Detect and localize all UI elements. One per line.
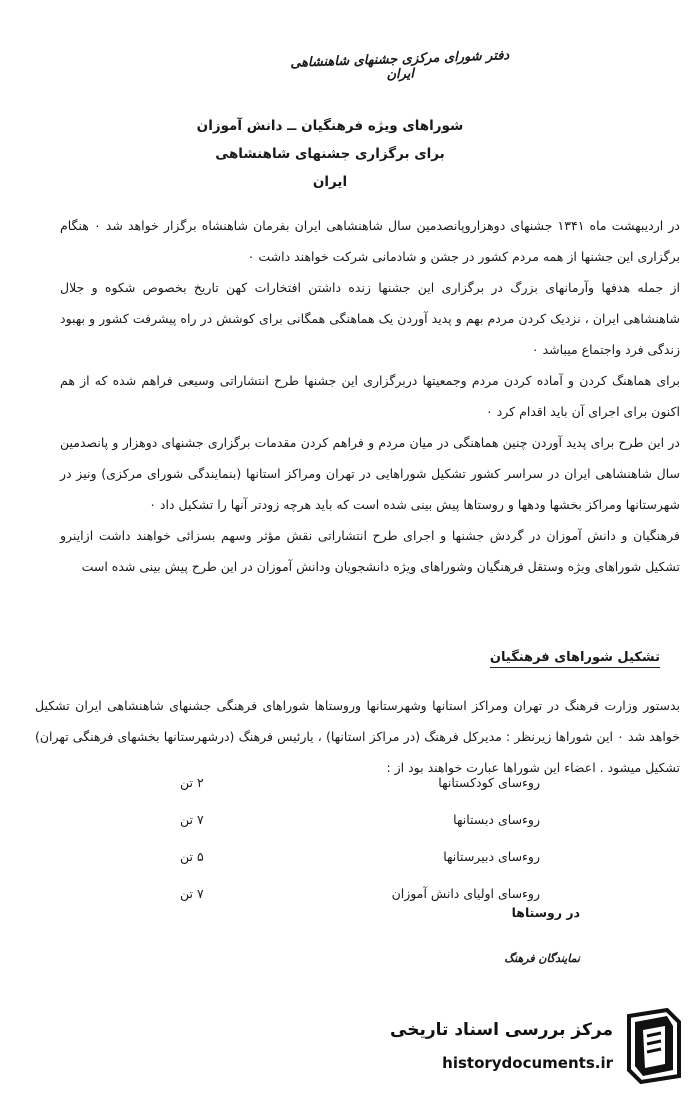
- title-line-3: ایران: [312, 174, 348, 190]
- member-count: ۷ تن: [180, 886, 204, 901]
- section-heading: تشکیل شوراهای فرهنگیان: [490, 650, 660, 668]
- paragraph: در اردیبهشت ماه ۱۳۴۱ جشنهای دوهزاروپانصدمین سال شاهنشاهی ایران بفرمان شاهنشاه برگزار خواهد شد ۰ هنگام برگزاری این جشنها از همه مردم کشور در جشن و شادمانی شرکت خواهند داشت ۰: [60, 218, 680, 264]
- watermark-footer: [390, 1006, 695, 1091]
- paragraph: برای هماهنگ کردن و آماده کردن مردم وجمعیتها دربرگزاری این جشنها طرح انتشاراتی وسیعی فراهم شده که از هم اکنون برای اجرای آن باید اقدام کرد ۰: [60, 373, 680, 419]
- member-count: ۵ تن: [180, 849, 204, 864]
- member-count: ۲ تن: [180, 775, 204, 790]
- letterhead: دفتر شورای مرکزی جشنهای شاهنشاهی ایران: [289, 48, 510, 83]
- title-line-1: شوراهای ویژه فرهنگیان ــ دانش آموزان: [196, 118, 464, 134]
- footer-url: historydocuments.ir: [442, 1054, 613, 1072]
- archive-book-icon: [621, 1006, 687, 1086]
- paragraph: در این طرح برای پدید آوردن چنین هماهنگی در میان مردم و فراهم کردن مقدمات برگزاری جشنهای دوهزار و پانصدمین سال شاهنشاهی ایران در سراسر کشور تشکیل شوراهایی در تهران ومراکز استانها (بنمایندگی شورای مرکزی) ونیز در شهرستانها ومراکز بخشها ودهها و روستاها پیش بینی شده است که باید هرچه زودتر آنها را تشکیل داد ۰: [60, 435, 680, 512]
- title-line-2: برای برگزاری جشنهای شاهنشاهی: [215, 146, 445, 162]
- list-item: [180, 775, 540, 812]
- footer-title: مرکز بررسی اسناد تاریخی: [390, 1020, 613, 1040]
- document-title: [150, 112, 510, 196]
- member-role: روءسای کودکستانها: [438, 775, 540, 790]
- paragraph: از جمله هدفها وآرمانهای بزرگ در برگزاری این جشنها زنده داشتن افتخارات کهن تاریخ بخصوص شکوه و جلال شاهنشاهی ایران ، نزدیک کردن مردم بهم و پدید آوردن یک هماهنگی همگانی برای کوشش در راه پیشرفت کشور و بهبود زندگی فرد واجتماع میباشد ۰: [60, 280, 680, 357]
- member-list: [180, 775, 540, 923]
- section-paragraph: بدستور وزارت فرهنگ در تهران ومراکز استانها وشهرستانها وروستاها شوراهای فرهنگی جشنهای شاهنشاهی ایران تشکیل خواهد شد ۰ این شوراها زیرنظر : مدیرکل فرهنگ (در مراکز استانها) ، یارئیس فرهنگ (درشهرستانها بخشهای فرهنگی تهران) تشکیل میشود . اعضاء این شوراها عبارت خواهند بود از :: [35, 698, 681, 775]
- list-item: [180, 812, 540, 849]
- member-role: روءسای دبیرستانها: [443, 849, 540, 864]
- member-role: روءسای دبستانها: [453, 812, 540, 827]
- member-role: روءسای اولیای دانش آموزان: [391, 886, 540, 901]
- list-item: [180, 886, 540, 923]
- signature: نمایندگان فرهنگ: [504, 952, 580, 965]
- village-line: در روستاها: [511, 905, 580, 920]
- list-item: [180, 849, 540, 886]
- member-count: ۷ تن: [180, 812, 204, 827]
- paragraph: فرهنگیان و دانش آموزان در گردش جشنها و اجرای طرح انتشاراتی نقش مؤثر وسهم بسزائی خواهند داشت ازاینرو تشکیل شوراهای ویژه وستقل فرهنگیان وشوراهای ویژه دانشجویان ودانش آموزان در این طرح پیش بینی شده است: [60, 528, 680, 574]
- document-body: [60, 210, 680, 582]
